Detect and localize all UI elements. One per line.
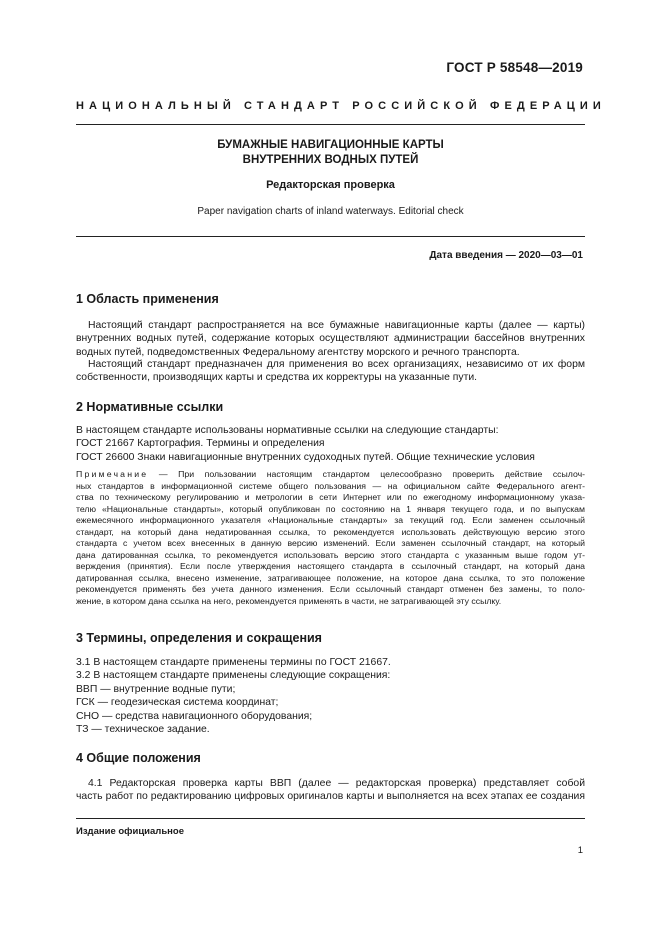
section-3-content bbox=[76, 656, 585, 736]
abbreviation-item: ГСК — геодезическая система координат; bbox=[76, 697, 279, 709]
note-line: верждения (принятия). Если после утверждения настоящего стандарта в ссылочный стандарт, на который дана bbox=[76, 561, 585, 571]
official-edition-label: Издание официальное bbox=[76, 826, 184, 837]
national-standard-banner: НАЦИОНАЛЬНЫЙ СТАНДАРТ РОССИЙСКОЙ ФЕДЕРАЦИИ bbox=[76, 100, 606, 112]
title-divider bbox=[76, 236, 585, 237]
text-line: собственности, производящих карты и средства их корректуры на указанные пути. bbox=[76, 372, 478, 384]
note-line: датированная ссылка, внесено изменение, затрагивающее положение, на которое дана ссылка, то это положение bbox=[76, 572, 585, 583]
section-1-paragraph-2 bbox=[76, 358, 585, 385]
title-line-2: ВНУТРЕННИХ ВОДНЫХ ПУТЕЙ bbox=[242, 154, 419, 166]
section-3-heading: 3 Термины, определения и сокращения bbox=[76, 631, 322, 645]
note-label: Примечание bbox=[76, 469, 149, 479]
document-subtitle: Редакторская проверка bbox=[266, 179, 395, 191]
note-line bbox=[76, 469, 585, 481]
text-line: внутренних водных путей, содержание которых осуществляют администрации бассейнов внутренних bbox=[76, 333, 585, 345]
english-title: Paper navigation charts of inland waterways. Editorial check bbox=[197, 206, 464, 217]
page-number: 1 bbox=[577, 845, 583, 856]
text-line: 3.2 В настоящем стандарте применены следующие сокращения: bbox=[76, 670, 391, 682]
note-line: дана датированная ссылка, то рекомендуется использовать версию этого стандарта с указанным выше годом ут- bbox=[76, 549, 585, 560]
note-line: стандарта с учетом всех внесенных в данную версию изменений. Если заменен ссылочный стандарт, на который bbox=[76, 538, 585, 548]
references-intro: В настоящем стандарте использованы нормативные ссылки на следующие стандарты: bbox=[76, 425, 499, 436]
reference-gost-21667: ГОСТ 21667 Картография. Термины и определения bbox=[76, 438, 325, 450]
section-1-heading: 1 Область применения bbox=[76, 292, 219, 306]
document-title bbox=[76, 138, 585, 168]
note-line: рекомендуется применять без учета данного изменения. Если ссылочный стандарт отменен без замены, то поло- bbox=[76, 584, 585, 594]
section-2-heading: 2 Нормативные ссылки bbox=[76, 400, 224, 414]
gost-code: ГОСТ Р 58548—2019 bbox=[446, 60, 583, 75]
text-line: часть работ по редактированию цифровых оригиналов карты и выполняется на всех этапах ее создания bbox=[76, 791, 585, 803]
note-text: — При пользовании настоящим стандартом целесообразно проверить действие ссылоч- bbox=[148, 469, 585, 479]
text-line: водных путей, подведомственных Федеральному агентству морского и речного транспорта. bbox=[76, 346, 520, 358]
note-line: стандарт, на который дана недатированная ссылка, то рекомендуется использовать действующую версию этого bbox=[76, 526, 585, 537]
note-line: ных стандартов в информационной системе общего пользования — на официальном сайте Федерального агент- bbox=[76, 480, 585, 491]
section-4-heading: 4 Общие положения bbox=[76, 751, 201, 765]
abbreviation-item: ВВП — внутренние водные пути; bbox=[76, 683, 236, 695]
top-divider bbox=[76, 124, 585, 125]
section-1-paragraph-1 bbox=[76, 319, 585, 359]
section-2-references bbox=[76, 424, 585, 464]
note-line: ежемесячного информационного указателя «Национальные стандарты» за текущий год. Если заменен ссылочный bbox=[76, 515, 585, 525]
abbreviation-item: ТЗ — техническое задание. bbox=[76, 724, 210, 736]
section-2-note bbox=[76, 469, 585, 607]
text-line: 3.1 В настоящем стандарте применены термины по ГОСТ 21667. bbox=[76, 657, 391, 668]
title-line-1: БУМАЖНЫЕ НАВИГАЦИОННЫЕ КАРТЫ bbox=[217, 139, 444, 151]
introduction-date: Дата введения — 2020—03—01 bbox=[429, 250, 583, 261]
abbreviation-item: СНО — средства навигационного оборудования; bbox=[76, 710, 313, 722]
reference-gost-26600: ГОСТ 26600 Знаки навигационные внутренних судоходных путей. Общие технические условия bbox=[76, 451, 535, 463]
text-line: 4.1 Редакторская проверка карты ВВП (далее — редакторская проверка) представляет собой bbox=[88, 778, 585, 789]
text-line: Настоящий стандарт предназначен для применения во всех организациях, независимо от их форм bbox=[88, 359, 585, 370]
note-line: жение, в котором дана ссылка на него, рекомендуется применять в части, не затрагивающей эту ссылку. bbox=[76, 595, 502, 606]
note-line: ства по техническому регулированию и метрологии в сети Интернет или по ежегодному информационному указа- bbox=[76, 492, 585, 502]
section-4-paragraph-1 bbox=[76, 777, 585, 804]
footer-divider bbox=[76, 818, 585, 819]
note-line: телю «Национальные стандарты», который опубликован по состоянию на 1 января текущего года, и по выпускам bbox=[76, 503, 585, 514]
text-line: Настоящий стандарт распространяется на все бумажные навигационные карты (далее — карты) bbox=[88, 320, 585, 331]
